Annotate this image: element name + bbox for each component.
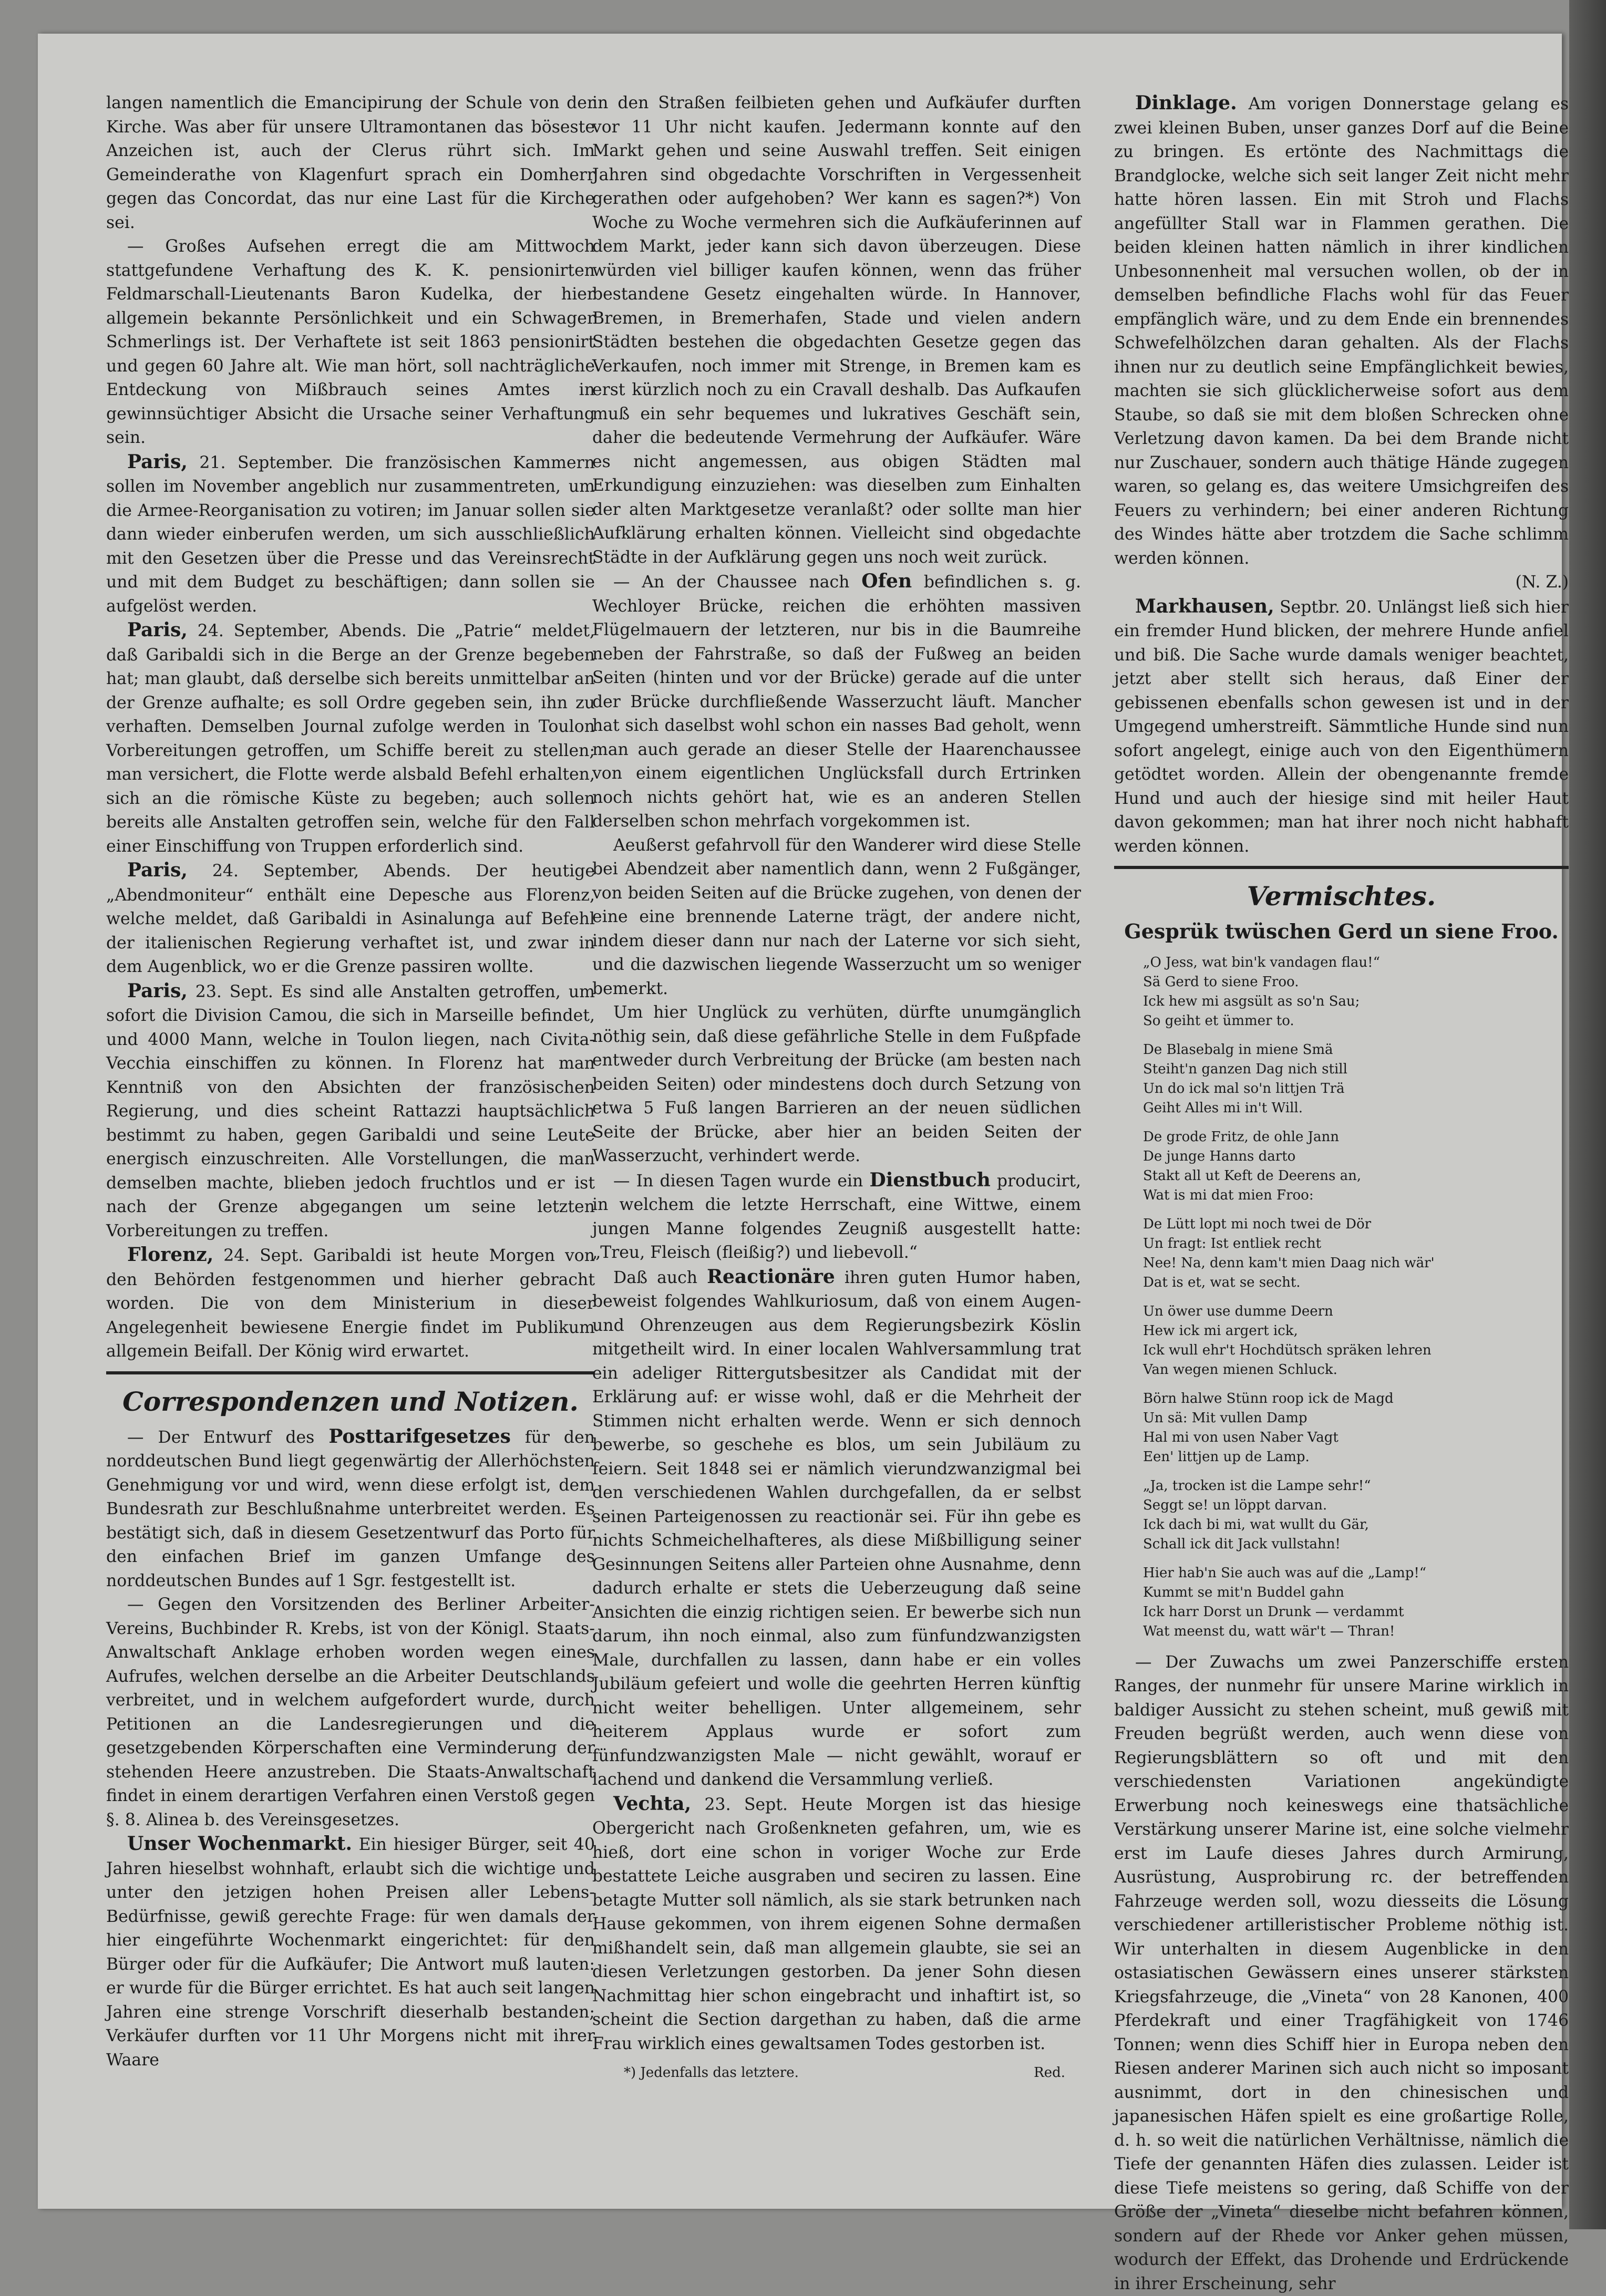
poem [1143, 953, 1569, 1641]
poem-line: Geiht Alles mi in't Will. [1143, 1099, 1569, 1118]
dinklage-text: Am vorigen Donnerstage gelang es zwei kleinen Buben, unser ganzes Dorf auf die Beine zu bringen. Es ertönte des Nachmittags die Brandglocke, welche sich seit langer Zeit nicht mehr hatte hören lassen. Ein mit Stroh und Flachs angefüllter Stall war in Flammen gerathen. Die beiden kleinen hatten nämlich in ihrer kindlichen Unbesonnenheit mal versuchen wollen, ob der in demselben befindliche Flachs wohl für das Feuer empfänglich wäre, und zu dem Ende ein brennendes Schwefelhölzchen daran gehalten. Als der Flachs ihnen nur zu deutlich seine Empfänglichkeit bewies, machten sie sich glücklicherweise sofort aus dem Staube, so daß sie mit dem bloßen Schrecken ohne Verletzung davon kamen. Da bei dem Brande nicht nur Zuschauer, sondern auch thätige Hände zugegen waren, so gelang es, das weitere Umsichgreifen des Feuers zu verhindern; bei einer anderen Richtung des Windes hätte aber trotzdem die Sache schlimm werden können. [1114, 95, 1569, 568]
dateline-paris: Paris, [127, 451, 188, 473]
poem-line: Wat is mi dat mien Froo: [1143, 1186, 1569, 1205]
newspaper-page [38, 34, 1562, 2209]
dateline-dinklage: Dinklage. [1135, 92, 1237, 114]
poem-stanza [1143, 953, 1569, 1031]
poem-line: Ick wull ehr't Hochdütsch spräken lehren [1143, 1341, 1569, 1360]
paragraph-dienstbuch [592, 1168, 1081, 1265]
poem-line: Van wegen mienen Schluck. [1143, 1360, 1569, 1380]
paris-3-text: 24. September, Abends. Der heutige „Abendmoniteur“ enthält eine Depesche aus Florenz, welche meldet, daß Garibaldi in Asinalunga auf Befehl der italienischen Regierung verhaftet ist, und zwar in dem Augenblick, wo er die Grenze passiren wollte. [106, 862, 595, 976]
poem-line: Sä Gerd to siene Froo. [1143, 973, 1569, 992]
poem-stanza [1143, 1215, 1569, 1292]
dateline-paris: Paris, [127, 980, 188, 1002]
poem-stanza [1143, 1564, 1569, 1641]
poem-line: De Lütt lopt mi noch twei de Dör [1143, 1215, 1569, 1234]
poem-line: Börn halwe Stünn roop ick de Magd [1143, 1389, 1569, 1409]
paragraph-posttarif [106, 1425, 595, 1594]
paragraph-paris-4 [106, 979, 595, 1244]
poem-line: Een' littjen up de Lamp. [1143, 1447, 1569, 1467]
poem-line: Wat meenst du, watt wär't — Thran! [1143, 1622, 1569, 1641]
keyword-posttarif: Posttarifgesetzes [328, 1425, 511, 1447]
markhausen-text: Septbr. 20. Unlängst ließ sich hier ein fremder Hund blicken, der mehrere Hunde anfiel und biß. Die Sache wurde damals weniger beachtet, jetzt aber stellt sich heraus, daß Einer der gebissenen ebenfalls schon gewesen ist und in der Umgegend umherstreift. Sämmtliche Hunde sind nun sofort angelegt, einige auch von den Eigenthümern getödtet worden. Allein der obengenannte fremde Hund und auch der hiesige sind mit heiler Haut davon gekommen; man hat ihrer noch nicht habhaft werden können. [1114, 598, 1569, 856]
poem-line: Hier hab'n Sie auch was auf die „Lamp!“ [1143, 1564, 1569, 1583]
ofen-lead: — An der Chaussee nach [613, 573, 849, 592]
wochenmarkt-text: Ein hiesiger Bürger, seit 40 Jahren hieselbst wohnhaft, erlaubt sich die wichtige und unter den jetzigen hohen Preisen aller Lebens-Bedürfnisse, gewiß gerechte Frage: für wen damals der hier eingeführte Wochenmarkt eingerichtet: für den Bürger oder für die Aufkäufer; Die Antwort muß lauten: er wurde für die Bürger errichtet. Es hat auch seit langen Jahren eine strenge Vorschrift dieserhalb bestanden; Verkäufer durften vor 11 Uhr Morgens nicht mit ihrer Waare [106, 1835, 595, 2070]
vechta-text: 23. Sept. Heute Morgen ist das hiesige Obergericht nach Großenkneten gefahren, um, wie es hieß, dort eine schon in voriger Woche zur Erde bestattete Leiche ausgraben und seciren zu lassen. Eine betagte Mutter soll nämlich, als sie stark betrunken nach Hause gekommen, von ihrem eigenen Sohne dermaßen mißhandelt sein, daß man allgemein glaubte, sie sei an diesen Verletzungen gestorben. Da jener Sohn diesen Nachmittag hier schon eingebracht und inhaftirt ist, so scheint die Section dargethan zu haben, daß die arme Frau wirklich eines gewaltsamen Todes gestorben ist. [592, 1795, 1081, 2053]
poem-line: Steiht'n ganzen Dag nich still [1143, 1060, 1569, 1079]
poem-line: Ick hew mi asgsült as so'n Sau; [1143, 992, 1569, 1011]
paragraph-markhausen [1114, 595, 1569, 859]
footnote-text: *) Jedenfalls das letztere. [624, 2061, 799, 2085]
dienst-lead: — In diesen Tagen wurde ein [613, 1172, 863, 1191]
footnote [592, 2061, 1081, 2085]
paris-4-text: 23. Sept. Es sind alle Anstalten getroffen, um sofort die Division Camou, die sich in Marseille befindet, und 4000 Mann, welche in Toulon liegen, nach Civita-Vecchia einschiffen zu können. In Florenz hat man Kenntniß von den Absichten der französischen Regierung, und dies scheint Rattazzi hauptsächlich bestimmt zu haben, gegen Garibaldi und seine Leute energisch einzuschreiten. Alle Vorstellungen, die man demselben machte, blieben jedoch fruchtlos und er ist nach der Grenze abgegangen um seine letzten Vorbereitungen zu treffen. [106, 982, 595, 1240]
section-divider [1114, 866, 1569, 869]
section-title-correspondenzen: Correspondenzen und Notizen. [106, 1386, 595, 1418]
column-1 [106, 91, 595, 2072]
paragraph-dinklage [1114, 91, 1569, 571]
poem-line: Dat is et, wat se secht. [1143, 1273, 1569, 1292]
column-2 [592, 91, 1081, 2085]
dateline-vechta: Vechta, [613, 1793, 691, 1815]
keyword-ofen: Ofen [861, 570, 912, 592]
paragraph-reactionaere [592, 1265, 1081, 1792]
florenz-text: 24. Sept. Garibaldi ist heute Morgen von den Behörden festgenommen und hierher gebracht worden. Die von dem Ministerium in dieser Angelegenheit bewiesene Energie findet im Publikum allgemein Beifall. Der König wird erwartet. [106, 1246, 595, 1361]
poem-line: Stakt all ut Keft de Deerens an, [1143, 1166, 1569, 1186]
poem-line: De junge Hanns darto [1143, 1147, 1569, 1166]
page-edge [1569, 0, 1606, 2229]
poem-title: Gesprük twüschen Gerd un siene Froo. [1114, 919, 1569, 944]
poem-stanza [1143, 1128, 1569, 1205]
paragraph-paris-1 [106, 450, 595, 619]
poem-line: Schall ick dit Jack vullstahn! [1143, 1535, 1569, 1554]
poem-line: Nee! Na, denn kam't mien Daag nich wär' [1143, 1254, 1569, 1273]
keyword-wochenmarkt: Unser Wochenmarkt. [127, 1833, 352, 1855]
paragraph-paris-3 [106, 859, 595, 979]
poem-line: De grode Fritz, de ohle Jann [1143, 1128, 1569, 1147]
paragraph-paris-2 [106, 618, 595, 859]
paragraph-panzerschiffe: — Der Zuwachs um zwei Panzerschiffe ersten Ranges, der nunmehr für unsere Marine wirklich in baldiger Aussicht zu stehen scheint, muß gewiß mit Freuden begrüßt werden, auch wenn diese von Regierungsblättern so oft und mit den verschiedensten Variationen angekündigte Erwerbung noch keineswegs eine thatsächliche Verstärkung unserer Marine ist, eine solche vielmehr erst im Laufe dieses Jahres durch Armirung, Ausrüstung, Ausprobirung rc. der betreffenden Fahrzeuge werden soll, wozu diesseits die Lösung verschiedener artilleristischer Probleme nöthig ist. Wir unterhalten in diesem Augenblicke in den ostasiatischen Gewässern eines unserer stärksten Kriegsfahrzeuge, die „Vineta“ von 28 Kanonen, 400 Pferdekraft und einer Tragfähigkeit von 1746 Tonnen; wenn dies Schiff hier in Europa neben den Riesen anderer Marinen sich auch nicht so imposant ausnimmt, dort in den chinesischen und japanesischen Häfen spielt es eine großartige Rolle, d. h. so weit die natürlichen Verhältnisse, nämlich die Tiefe der genannten Häfen dies zulassen. Leider ist diese Tiefe meistens so gering, daß Schiffe von der Größe der „Vineta“ dieselbe nicht befahren können, sondern auf der Rhede vor Anker gehen müssen, wodurch der Effekt, das Drohende und Erdrückende in ihrer Erscheinung, sehr [1114, 1651, 1569, 2296]
paragraph-wochenmarkt [106, 1832, 595, 2072]
paragraph-unglueck: Um hier Unglück zu verhüten, dürfte unumgänglich nöthig sein, daß diese gefährliche Stelle in dem Fußpfade entweder durch Verbreitung der Brücke (am besten nach beiden Seiten) oder mindestens doch durch Setzung von etwa 5 Fuß langen Barrieren an der neuen südlichen Seite der Brücke, aber hier an beiden Seiten der Wasserzucht, verhindert werde. [592, 1001, 1081, 1168]
posttarif-lead: — Der Entwurf des [127, 1428, 314, 1447]
paragraph-krebs: — Gegen den Vorsitzenden des Berliner Arbeiter-Vereins, Buchbinder R. Krebs, ist von der Königl. Staats-Anwaltschaft Anklage erhoben worden wegen eines Aufrufes, welchen derselbe an die Arbeiter Deutschlands verbreitet, und in welchem aufgefordert wurde, durch Petitionen an die Landesregierungen und die gesetzgebenden Körperschaften eine Verminderung der stehenden Heere anzustreben. Die Staats-Anwaltschaft findet in einem derartigen Verfahren einen Verstoß gegen §. 8. Alinea b. des Vereinsgesetzes. [106, 1593, 595, 1832]
footnote-signature: Red. [1034, 2061, 1065, 2085]
poem-line: Hew ick mi argert ick, [1143, 1321, 1569, 1341]
dienst-text: producirt, in welchem die letzte Herrschaft, eine Wittwe, einem jungen Manne folgendes Zeugniß ausgestellt hatte: „Treu, Fleisch (fleißig?) und liebevoll.“ [592, 1172, 1081, 1263]
paragraph-florenz [106, 1243, 595, 1364]
paragraph-vechta [592, 1792, 1081, 2056]
dinklage-source: (N. Z.) [1114, 571, 1569, 595]
ofen-text: befindlichen s. g. Wechloyer Brücke, reichen die erhöhten massiven Flügelmauern der letzteren, nur bis in die Baumreihe neben der Fahrstraße, so daß der Fußweg an beiden Seiten (hinten und vor der Brücke) gerade auf die unter der Brücke durchfließende Wasserzucht läuft. Mancher hat sich daselbst wohl schon ein nasses Bad geholt, wenn man auch gerade an dieser Stelle der Haarenchaussee von einem eigentlichen Unglücksfall durch Ertrinken noch nichts gehört hat, wie es an anderen Stellen derselben schon mehrfach vorgekommen ist. [592, 573, 1081, 831]
poem-line: Hal mi von usen Naber Vagt [1143, 1428, 1569, 1447]
column-3 [1114, 91, 1569, 2296]
poem-stanza [1143, 1476, 1569, 1554]
poem-line: De Blasebalg in miene Smä [1143, 1040, 1569, 1060]
dateline-paris: Paris, [127, 619, 188, 641]
paris-2-text: 24. September, Abends. Die „Patrie“ meldet, daß Garibaldi sich in die Berge an der Grenze begeben hat; man glaubt, daß derselbe sich bereits unmittelbar an der Grenze aufhalte; es soll Ordre gegeben sein, ihn zu verhaften. Demselben Journal zufolge werden in Toulon Vorbereitungen getroffen, um Schiffe bereit zu stellen; man versichert, die Flotte werde alsbald Befehl erhalten, sich an die römische Küste zu begeben; auch sollen bereits alle Anstalten getroffen sein, welche für den Fall einer Einschiffung von Truppen erforderlich sind. [106, 622, 595, 856]
poem-line: Un fragt: Ist entliek recht [1143, 1234, 1569, 1254]
poem-line: Un öwer use dumme Deern [1143, 1302, 1569, 1321]
poem-stanza [1143, 1389, 1569, 1467]
paragraph-kudelka: — Großes Aufsehen erregt die am Mittwoch stattgefundene Verhaftung des K. K. pensionirten Feldmarschall-Lieutenants Baron Kudelka, der hier allgemein bekannte Persönlichkeit und ein Schwager Schmerlings ist. Der Verhaftete ist seit 1863 pensionirt und gegen 60 Jahre alt. Wie man hört, soll nachträgliche Entdeckung von Mißbrauch seines Amtes in gewinnsüchtiger Absicht die Ursache seiner Verhaftung sein. [106, 235, 595, 450]
paris-1-text: 21. September. Die französischen Kammern sollen im November angeblich nur zusammentreten, um die Armee-Reorganisation zu votiren; im Januar sollen sie dann wieder einberufen werden, um sich ausschließlich mit den Gesetzen über die Presse und das Vereinsrecht und mit dem Budget zu beschäftigen; dann sollen sie aufgelöst werden. [106, 453, 595, 616]
poem-line: Un sä: Mit vullen Damp [1143, 1409, 1569, 1428]
dateline-markhausen: Markhausen, [1135, 595, 1274, 617]
poem-line: „O Jess, wat bin'k vandagen flau!“ [1143, 953, 1569, 973]
poem-line: Ick dach bi mi, wat wullt du Gär, [1143, 1515, 1569, 1535]
section-divider [106, 1371, 595, 1374]
paragraph-markt-cont: in den Straßen feilbieten gehen und Aufkäufer durften vor 11 Uhr nicht kaufen. Jedermann konnte auf den Markt gehen und seine Auswahl treffen. Seit einigen Jahren sind obgedachte Vorschriften in Vergessenheit gerathen oder aufgehoben? Wer kann es sagen?*) Von Woche zu Woche vermehren sich die Aufkäuferinnen auf dem Markt, jeder kann sich davon überzeugen. Diese würden viel billiger kaufen können, wenn das früher bestandene Gesetz eingehalten würde. In Hannover, Bremen, in Bremerhafen, Stade und vielen andern Städten bestehen die obgedachten Gesetze gegen das Verkaufen, noch immer mit Strenge, in Bremen kam es erst kürzlich noch zu ein Cravall deshalb. Das Aufkaufen muß ein sehr bequemes und lukratives Geschäft sein, daher die bedeutende Vermehrung der Aufkäufer. Wäre es nicht angemessen, aus obigen Städten mal Erkundigung einzuziehen: was dieselben zum Einhalten der alten Marktgesetze veranlaßt? oder sollte man hier Aufklärung erhalten können. Vielleicht sind obgedachte Städte in der Aufklärung gegen uns noch weit zurück. [592, 91, 1081, 570]
paragraph-ofen [592, 570, 1081, 834]
poem-line: „Ja, trocken ist die Lampe sehr!“ [1143, 1476, 1569, 1496]
poem-line: Un do ick mal so'n littjen Trä [1143, 1079, 1569, 1099]
poem-line: Ick harr Dorst un Drunk — verdammt [1143, 1602, 1569, 1622]
poem-line: So geiht et ümmer to. [1143, 1011, 1569, 1031]
posttarif-text: für den norddeutschen Bund liegt gegenwärtig der Allerhöchsten Genehmigung vor und wird, wenn diese erfolgt ist, dem Bundesrath zur Beschlußnahme unterbreitet werden. Es bestätigt sich, daß in diesem Gesetzentwurf das Porto für den einfachen Brief im ganzen Umfange des norddeutschen Bundes auf 1 Sgr. festgestellt ist. [106, 1428, 595, 1590]
paragraph-intro: langen namentlich die Emancipirung der Schule von der Kirche. Was aber für unsere Ultramontanen das böseste Anzeichen ist, auch der Clerus rührt sich. Im Gemeinderathe von Klagenfurt sprach ein Domherr gegen das Concordat, das nur eine Last für die Kirche sei. [106, 91, 595, 235]
section-title-vermischtes: Vermischtes. [1114, 881, 1569, 912]
poem-stanza [1143, 1302, 1569, 1380]
paragraph-gefahr: Aeußerst gefahrvoll für den Wanderer wird diese Stelle bei Abendzeit aber namentlich dann, wenn 2 Fußgänger, von beiden Seiten auf die Brücke zugehen, von denen der eine eine brennende Laterne trägt, der andere nicht, indem dieser dann nur nach der Laterne vor sich sieht, und die dazwischen liegende Wasserzucht um so weniger bemerkt. [592, 834, 1081, 1001]
poem-line: Kummt se mit'n Buddel gahn [1143, 1583, 1569, 1602]
react-text: ihren guten Humor haben, beweist folgendes Wahlkuriosum, daß von einem Augen- und Ohrenzeugen aus dem Regierungsbezirk Köslin mitgetheilt wird. In einer localen Wahlversammlung trat ein adeliger Rittergutsbesitzer als Candidat mit der Erklärung auf: er wisse wohl, daß er die Mehrheit der Stimmen nicht erhalten werde. Wenn er sich dennoch bewerbe, so geschehe es blos, um sein Jubiläum zu feiern. Seit 1848 sei er nämlich vierundzwanzigmal bei den verschiedenen Wahlen durchgefallen, da er selbst seinen Parteigenossen zu reactionär sei. Für ihn gebe es nichts Schmeichelhafteres, als diese Mißbilligung seiner Gesinnungen Seitens aller Parteien ohne Ausnahme, denn dadurch erhalte er stets die Ueberzeugung daß seine Ansichten die einzig richtigen seien. Er bewerbe sich nun darum, ihn noch einmal, also zum fünfundzwanzigsten Male, durchfallen zu lassen, dann habe er ein volles Jubiläum gefeiert und wolle die geehrten Herren künftig nicht weiter behelligen. Unter allgemeinem, sehr heiterem Applaus wurde er sofort zum fünfundzwanzigsten Male — nicht gewählt, worauf er lachend und dankend die Versammlung verließ. [592, 1268, 1081, 1790]
react-lead: Daß auch [613, 1268, 697, 1287]
poem-stanza [1143, 1040, 1569, 1118]
keyword-reactionaere: Reactionäre [707, 1266, 835, 1288]
dateline-paris: Paris, [127, 859, 188, 881]
dateline-florenz: Florenz, [127, 1244, 213, 1266]
keyword-dienstbuch: Dienstbuch [869, 1169, 990, 1191]
poem-line: Seggt se! un löppt darvan. [1143, 1496, 1569, 1515]
